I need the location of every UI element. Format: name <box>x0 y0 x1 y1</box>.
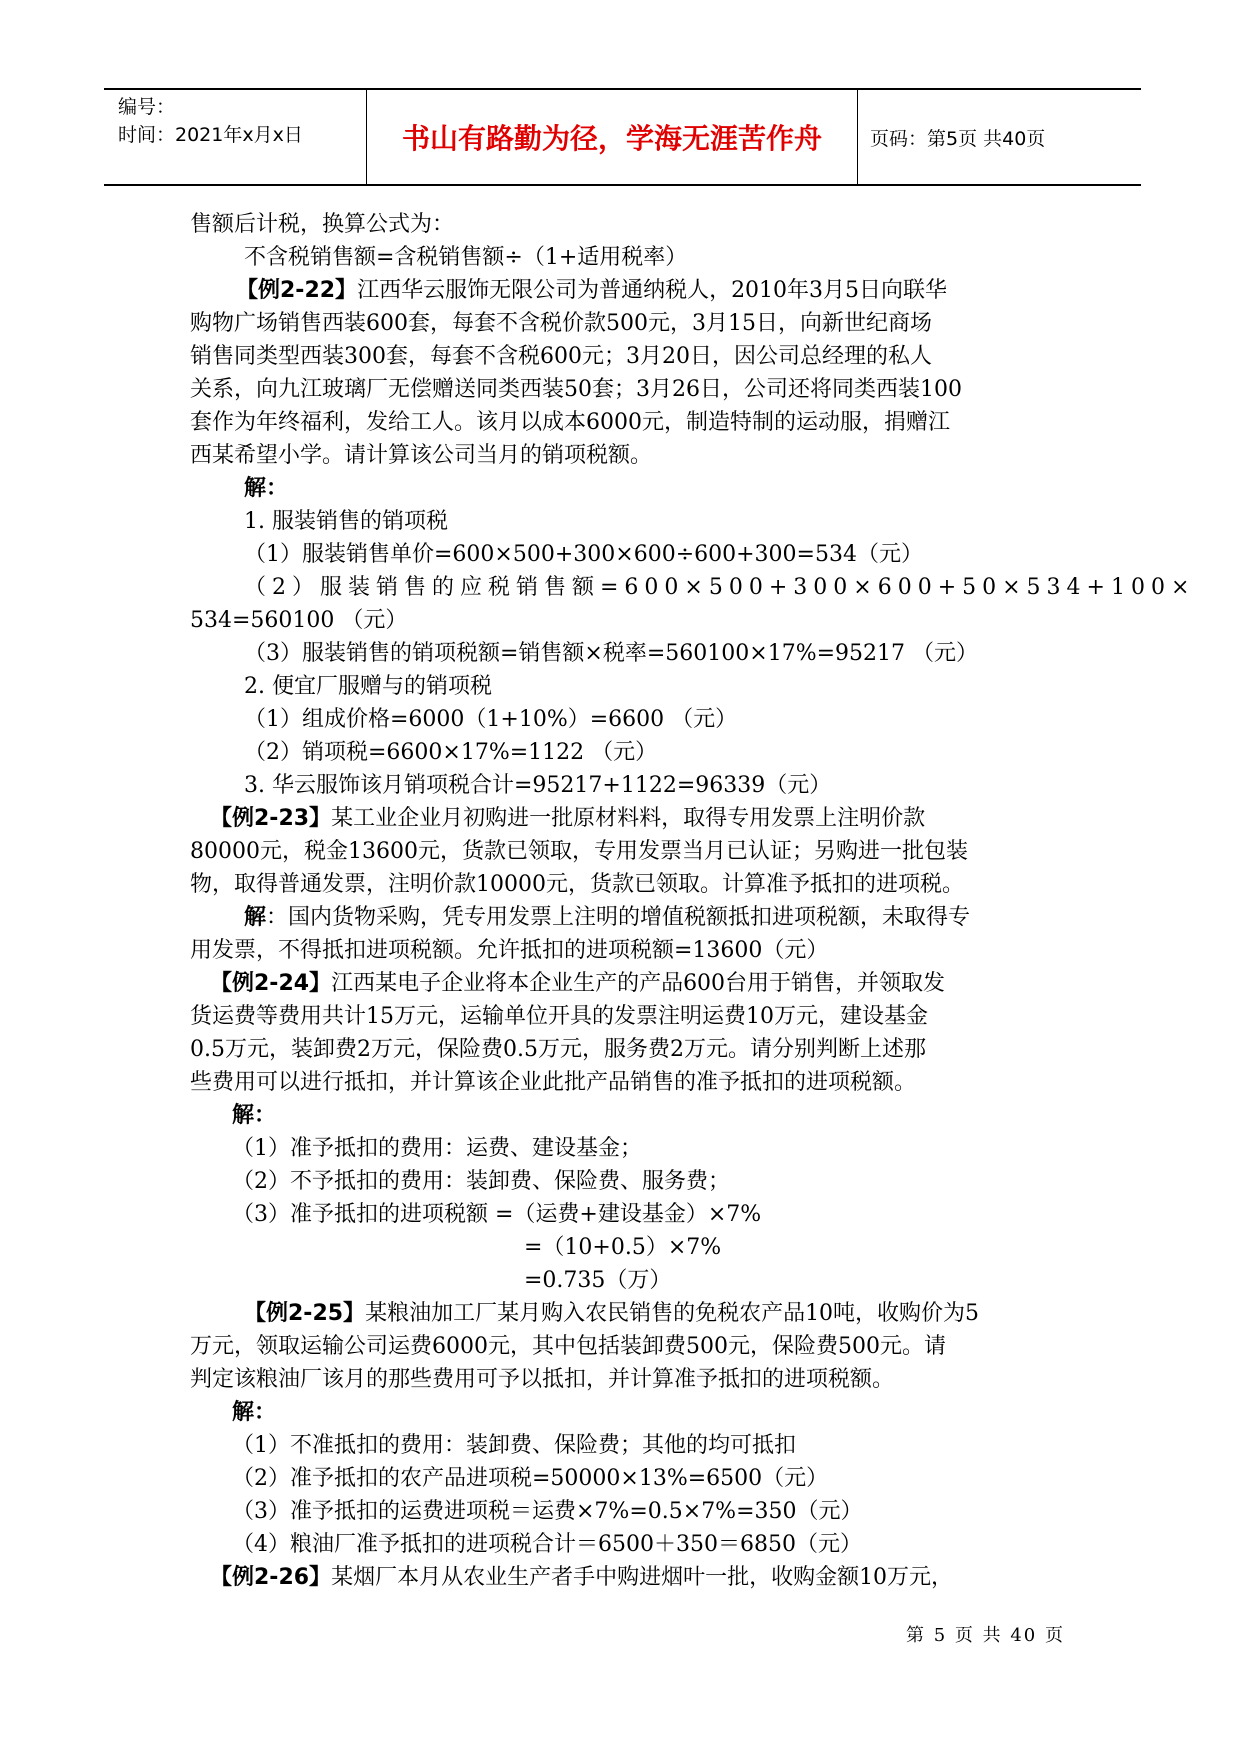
line-text: 些费用可以进行抵扣，并计算该企业此批产品销售的准予抵扣的进项税额。 <box>190 1070 917 1095</box>
line-text: 售额后计税，换算公式为： <box>190 212 455 237</box>
line-text: 不含税销售额=含税销售额÷（1+适用税率） <box>244 245 688 270</box>
line-text: 万元，领取运输公司运费6000元，其中包括装卸费500元，保险费500元。请 <box>190 1334 946 1359</box>
text-line <box>190 307 1060 340</box>
line-text: 2. 便宜厂服赠与的销项税 <box>244 674 492 699</box>
text-line <box>190 1033 1060 1066</box>
line-text: ：国内货物采购，凭专用发票上注明的增值税额抵扣进项税额，未取得专 <box>266 905 971 930</box>
text-line <box>190 934 1060 967</box>
text-line <box>190 373 1060 406</box>
solution-label: 解： <box>244 476 289 501</box>
line-text: 关系，向九江玻璃厂无偿赠送同类西装50套；3月26日，公司还将同类西装100 <box>190 377 962 402</box>
line-text: 某工业企业月初购进一批原材料料，取得专用发票上注明价款 <box>331 806 926 831</box>
line-text: 1. 服装销售的销项税 <box>244 509 448 534</box>
line-text: 江西某电子企业将本企业生产的产品600台用于销售，并领取发 <box>331 971 946 996</box>
solution-heading <box>190 472 1060 505</box>
line-text: （1）准予抵扣的费用：运费、建设基金； <box>232 1136 642 1161</box>
text-line <box>190 208 1060 241</box>
text-line <box>190 1495 1060 1528</box>
text-line <box>190 1429 1060 1462</box>
example-label: 【例2-22】 <box>236 278 358 303</box>
text-line <box>190 439 1060 472</box>
text-line <box>190 1000 1060 1033</box>
text-line <box>190 670 1060 703</box>
line-text: （3）服装销售的销项税额=销售额×税率=560100×17%=95217 （元） <box>244 641 979 666</box>
line-text: =0.735（万） <box>524 1268 672 1293</box>
text-line <box>190 571 1196 604</box>
header-motto-cell <box>366 90 858 184</box>
solution-heading <box>190 1396 1060 1429</box>
header-meta <box>104 90 366 184</box>
line-text: 江西华云服饰无限公司为普通纳税人，2010年3月5日向联华 <box>357 278 948 303</box>
text-line <box>190 703 1060 736</box>
header-motto: 书山有路勤为径，学海无涯苦作舟 <box>401 122 822 155</box>
text-line <box>190 637 1060 670</box>
line-text: 套作为年终福利，发给工人。该月以成本6000元，制造特制的运动服，捐赠江 <box>190 410 950 435</box>
solution-label: 解 <box>244 905 267 930</box>
line-text: （1）不准抵扣的费用：装卸费、保险费；其他的均可抵扣 <box>232 1433 796 1458</box>
line-text: 用发票，不得抵扣进项税额。允许抵扣的进项税额=13600（元） <box>190 938 829 963</box>
line-text: =（10+0.5）×7% <box>524 1235 722 1260</box>
solution-heading <box>190 1099 1060 1132</box>
text-line <box>190 868 1060 901</box>
text-line <box>190 1264 1060 1297</box>
text-line <box>190 1330 1060 1363</box>
line-text: （2）不予抵扣的费用：装卸费、保险费、服务费； <box>232 1169 730 1194</box>
formula-line <box>190 241 1060 274</box>
page-header <box>104 88 1141 186</box>
example-heading-line <box>190 1297 1060 1330</box>
line-text: （1）组成价格=6000（1+10%）=6600 （元） <box>244 707 738 732</box>
line-text: （2）服装销售的应税销售额=600×500+300×600+50×534+100× <box>244 575 1196 600</box>
example-label: 【例2-26】 <box>210 1565 332 1590</box>
text-line <box>190 1528 1060 1561</box>
solution-label: 解： <box>232 1400 277 1425</box>
line-text: 物，取得普通发票，注明价款10000元，货款已领取。计算准予抵扣的进项税。 <box>190 872 964 897</box>
line-text: （2）准予抵扣的农产品进项税=50000×13%=6500（元） <box>232 1466 829 1491</box>
example-label: 【例2-23】 <box>210 806 332 831</box>
line-text: 销售同类型西装300套，每套不含税600元；3月20日，因公司总经理的私人 <box>190 344 932 369</box>
text-line <box>190 604 1060 637</box>
text-line <box>190 1165 1060 1198</box>
example-heading-line <box>190 274 1060 307</box>
header-page-number: 页码：第5页 共40页 <box>870 127 1046 150</box>
line-text: （1）服装销售单价=600×500+300×600÷600+300=534（元） <box>244 542 923 567</box>
line-text: 534=560100 （元） <box>190 608 408 633</box>
text-line <box>190 538 1060 571</box>
document-number-label: 编号： <box>118 96 176 118</box>
line-text: （2）销项税=6600×17%=1122 （元） <box>244 740 658 765</box>
text-line <box>190 1132 1060 1165</box>
text-line <box>190 1231 1060 1264</box>
example-heading-line <box>190 802 1060 835</box>
text-line <box>190 736 1060 769</box>
line-text: 某粮油加工厂某月购入农民销售的免税农产品10吨，收购价为5 <box>365 1301 980 1326</box>
document-time-label: 时间：2021年x月x日 <box>118 124 303 146</box>
text-line <box>190 340 1060 373</box>
example-heading-line <box>190 1561 1060 1594</box>
solution-line <box>190 901 1060 934</box>
line-text: 3. 华云服饰该月销项税合计=95217+1122=96339（元） <box>244 773 832 798</box>
example-heading-line <box>190 967 1060 1000</box>
text-line <box>190 835 1060 868</box>
line-text: 购物广场销售西装600套，每套不含税价款500元，3月15日，向新世纪商场 <box>190 311 932 336</box>
text-line <box>190 1462 1060 1495</box>
line-text: 80000元，税金13600元，货款已领取，专用发票当月已认证；另购进一批包装 <box>190 839 968 864</box>
text-line <box>190 1198 1060 1231</box>
line-text: 判定该粮油厂该月的那些费用可予以抵扣，并计算准予抵扣的进项税额。 <box>190 1367 895 1392</box>
page-footer: 第 5 页 共 40 页 <box>906 1625 1065 1646</box>
line-text: （4）粮油厂准予抵扣的进项税合计＝6500＋350＝6850（元） <box>232 1532 862 1557</box>
example-label: 【例2-25】 <box>244 1301 366 1326</box>
line-text: 货运费等费用共计15万元，运输单位开具的发票注明运费10万元，建设基金 <box>190 1004 928 1029</box>
text-line <box>190 406 1060 439</box>
text-line <box>190 505 1060 538</box>
document-body <box>190 208 1196 1594</box>
example-label: 【例2-24】 <box>210 971 332 996</box>
text-line <box>190 769 1060 802</box>
header-page-cell <box>856 90 1141 184</box>
line-text: 0.5万元，装卸费2万元，保险费0.5万元，服务费2万元。请分别判断上述那 <box>190 1037 926 1062</box>
line-text: （3）准予抵扣的进项税额 =（运费+建设基金）×7% <box>232 1202 762 1227</box>
solution-label: 解： <box>232 1103 277 1128</box>
line-text: （3）准予抵扣的运费进项税＝运费×7%=0.5×7%=350（元） <box>232 1499 863 1524</box>
line-text: 某烟厂本月从农业生产者手中购进烟叶一批，收购金额10万元， <box>331 1565 954 1590</box>
text-line <box>190 1066 1060 1099</box>
text-line <box>190 1363 1060 1396</box>
line-text: 西某希望小学。请计算该公司当月的销项税额。 <box>190 443 653 468</box>
